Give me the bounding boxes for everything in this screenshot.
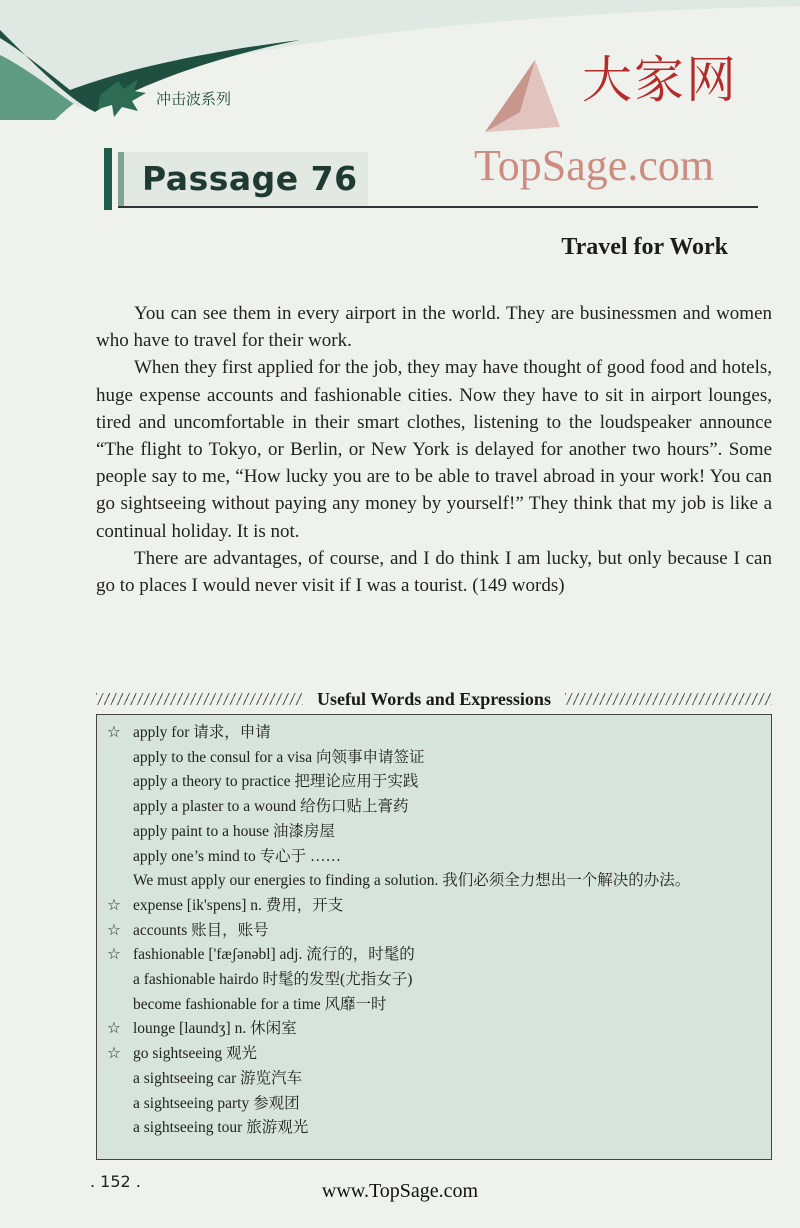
topsage-logo-icon	[475, 52, 570, 142]
vocab-headword	[107, 919, 761, 944]
vocab-headword	[107, 1042, 761, 1067]
vocabulary-box	[96, 714, 772, 1160]
paragraph-1: You can see them in every airport in the world. They are businessmen and women who have to travel for their work.	[96, 303, 772, 352]
star-icon: ☆	[107, 724, 121, 741]
paragraph-3: There are advantages, of course, and I do think I am lucky, but only because I can go to places I would never visit if I was a tourist. (149 words)	[96, 547, 772, 597]
passage-rule	[118, 206, 758, 208]
footer-url: www.TopSage.com	[321, 1180, 479, 1202]
star-icon: ☆	[107, 921, 121, 939]
page-number: . 152 .	[90, 1172, 141, 1191]
useful-words-title: Useful Words and Expressions	[317, 688, 551, 709]
star-icon: ☆	[107, 896, 121, 914]
vocab-example: a sightseeing tour 旅游观光	[133, 1119, 309, 1137]
passage-label: Passage 76	[118, 152, 368, 206]
watermark-cn: 大家网	[582, 51, 738, 109]
vocab-headword	[107, 894, 761, 919]
vocab-headword-text: expense [ik'spens] n. 费用，开支	[133, 896, 344, 914]
star-icon: ☆	[107, 1045, 121, 1063]
vocab-example: We must apply our energies to finding a solution. 我们必须全力想出一个解决的办法。	[133, 872, 691, 890]
vocab-headword-text: go sightseeing 观光	[133, 1045, 257, 1063]
vocab-headword-text: fashionable ['fæʃənəbl] adj. 流行的，时髦的	[133, 946, 415, 964]
passage-body	[96, 300, 772, 599]
vocab-example: apply one’s mind to 专心于 ……	[133, 847, 341, 865]
vocabulary-list	[107, 721, 761, 1141]
vocab-headword	[107, 943, 761, 968]
article-title: Travel for Work	[561, 234, 728, 260]
series-name: 冲击波系列	[156, 90, 232, 108]
vocab-headword	[107, 1017, 761, 1042]
vocab-headword-text: lounge [laundʒ] n. 休闲室	[133, 1020, 297, 1038]
vocab-example: a fashionable hairdo 时髦的发型(尤指女子)	[133, 971, 413, 989]
vocab-example: apply a theory to practice 把理论应用于实践	[133, 773, 419, 791]
vocab-example: apply paint to a house 油漆房屋	[133, 822, 335, 840]
watermark-en: TopSage.com	[474, 141, 715, 190]
vocab-headword	[107, 721, 761, 746]
star-icon: ☆	[107, 946, 121, 964]
vocab-example: a sightseeing car 游览汽车	[133, 1069, 303, 1087]
paragraph-2: When they first applied for the job, they may have thought of good food and hotels, huge expense accounts and fashionable cities. Now they have to sit in airport lounges, tired and uncomfortable in their smart clothes, listening to the loudspeaker announce “The flight to Tokyo, or Berlin, or New York is delayed for another two hours”. Some people say to me, “How lucky you are to be able to travel abroad in your work! You can go sightseeing without paying any money by yourself!” They think that my job is like a continual holiday. It is not.	[96, 357, 772, 542]
vocab-example: apply to the consul for a visa 向领事申请签证	[133, 748, 425, 766]
vocab-headword-text: apply for 请求，申请	[133, 724, 271, 741]
star-icon: ☆	[107, 1020, 121, 1038]
vocab-example: become fashionable for a time 风靡一时	[133, 995, 387, 1013]
passage-accent-bar	[104, 148, 112, 210]
vocab-example: a sightseeing party 参观团	[133, 1094, 300, 1112]
vocab-example: apply a plaster to a wound 给伤口贴上膏药	[133, 798, 409, 816]
hatch-left	[96, 693, 303, 705]
hatch-right	[565, 693, 772, 705]
useful-words-header	[96, 686, 772, 712]
vocab-headword-text: accounts 账目，账号	[133, 921, 269, 939]
